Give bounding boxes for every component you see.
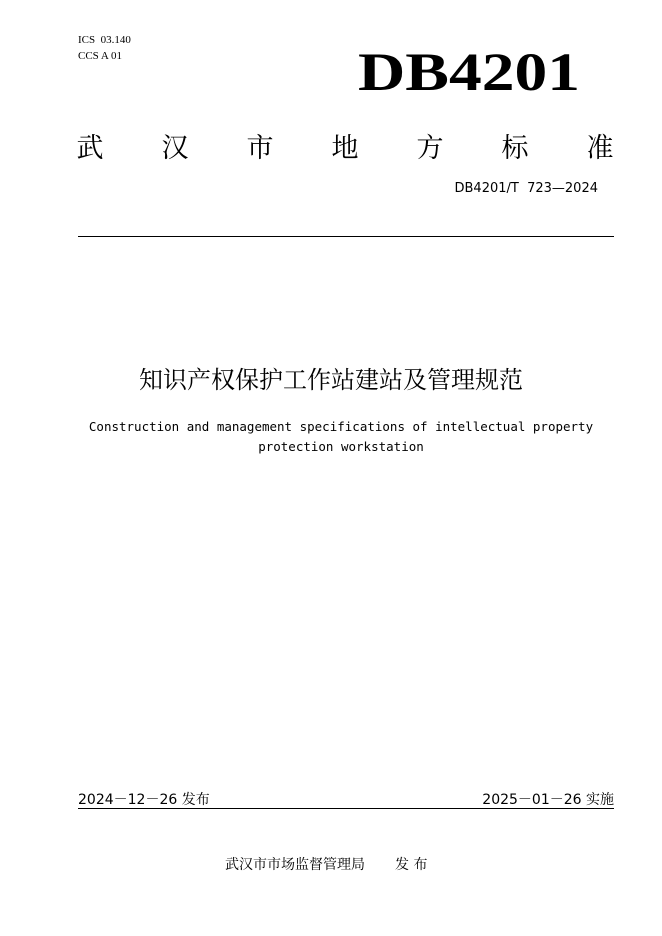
category-char: 方 — [416, 133, 444, 164]
category-char: 市 — [246, 133, 274, 164]
title-en-line: Construction and management specifications of intellectual property — [88, 419, 594, 434]
ics-code: ICS 03.140 — [78, 34, 131, 46]
db-logo-text: DB4201 — [358, 44, 580, 100]
bottom-divider — [78, 808, 614, 809]
category-char: 准 — [586, 133, 614, 164]
standard-category — [70, 126, 620, 165]
db-logo — [358, 44, 583, 100]
top-divider — [78, 236, 614, 237]
issuer-line — [225, 854, 427, 874]
category-char: 标 — [501, 133, 529, 164]
document-title-cn: 知识产权保护工作站建站及管理规范 — [139, 366, 523, 394]
category-char: 汉 — [161, 133, 189, 164]
issue-label: 发 布 — [395, 857, 428, 873]
category-char: 武 — [76, 133, 104, 164]
category-char: 地 — [331, 133, 359, 164]
issue-date: 2024－12－26 发布 — [78, 792, 210, 808]
document-title-en — [60, 417, 622, 457]
issuer-name: 武汉市市场监督管理局 — [225, 857, 365, 873]
title-en-line: protection workstation — [258, 439, 424, 454]
standard-number: DB4201/T 723—2024 — [454, 181, 598, 196]
classification-codes — [78, 32, 131, 64]
implementation-date: 2025－01－26 实施 — [482, 792, 614, 808]
ccs-code: CCS A 01 — [78, 50, 123, 62]
